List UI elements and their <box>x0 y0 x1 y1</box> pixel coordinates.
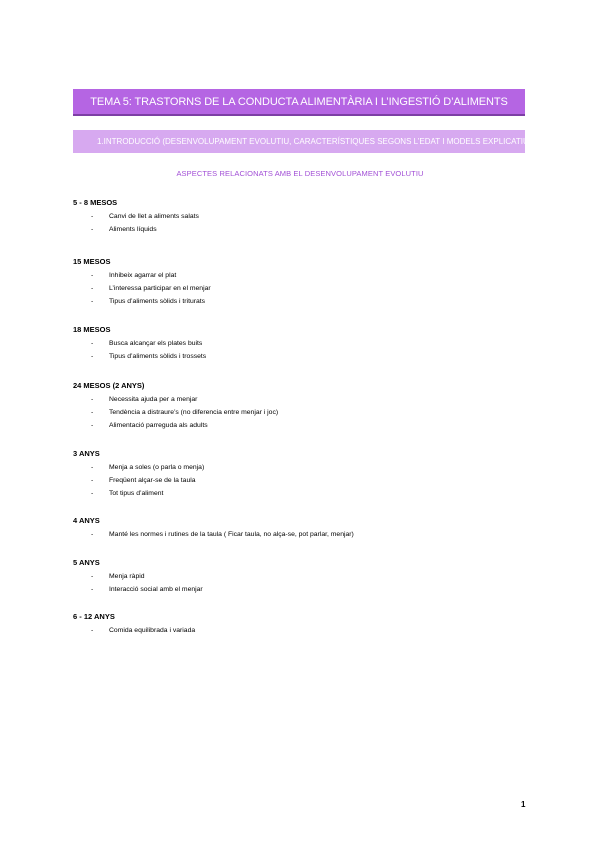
age-group-3-anys <box>73 448 204 500</box>
age-group-4-anys <box>73 515 354 541</box>
bullet-dash: - <box>91 464 94 471</box>
bullet-dash: - <box>91 531 94 538</box>
bullet-dash: - <box>91 226 94 233</box>
list-item <box>73 570 203 583</box>
list-item <box>73 282 211 295</box>
section-number: 1. <box>97 137 104 146</box>
bullet-dash: - <box>91 298 94 305</box>
age-group-5-anys <box>73 557 203 596</box>
list-item <box>73 393 278 406</box>
list-item-text: Tendència a distraure’s (no diferencia entre menjar i joc) <box>109 409 279 416</box>
list-item <box>73 624 195 637</box>
bullet-dash: - <box>91 340 94 347</box>
age-group-title: 24 MESOS (2 ANYS) <box>73 381 145 390</box>
bullet-dash: - <box>91 353 94 360</box>
age-group-15-mesos <box>73 256 211 308</box>
age-group-title: 5 - 8 MESOS <box>73 198 118 207</box>
list-item-text: Freqüent alçar-se de la taula <box>109 477 196 484</box>
list-item-text: L’interessa participar en el menjar <box>109 285 211 292</box>
list-item-text: Inhibeix agarrar el plat <box>109 272 177 279</box>
list-item <box>73 528 354 541</box>
page-number: 1 <box>521 800 526 809</box>
list-item <box>73 337 206 350</box>
list-item-text: Manté les normes i rutines de la taula ( Ficar taula, no alça-se, pot parlar, menjar) <box>109 531 354 538</box>
list-item-text: Menja a soles (o parla o menja) <box>109 464 205 471</box>
bullet-dash: - <box>91 586 94 593</box>
age-group-list <box>73 393 278 432</box>
list-item-text: Alimentació parreguda als adults <box>109 422 208 429</box>
list-item <box>73 487 204 500</box>
list-item <box>73 223 199 236</box>
list-item-text: Comida equilibrada i variada <box>109 627 196 634</box>
bullet-dash: - <box>91 272 94 279</box>
list-item-text: Tipus d’aliments sòlids i triturats <box>109 298 206 305</box>
list-item <box>73 583 203 596</box>
age-group-list <box>73 210 199 236</box>
age-group-5-8-mesos <box>73 197 199 236</box>
age-group-title: 3 ANYS <box>73 449 100 458</box>
list-item-text: Canvi de llet a aliments salats <box>109 213 199 220</box>
list-item <box>73 269 211 282</box>
subheading: ASPECTES RELACIONATS AMB EL DESENVOLUPAMENT EVOLUTIU <box>176 169 424 178</box>
age-group-list <box>73 624 195 637</box>
list-item <box>73 210 199 223</box>
age-group-title: 4 ANYS <box>73 516 100 525</box>
age-group-18-mesos <box>73 324 206 363</box>
age-group-title: 5 ANYS <box>73 558 100 567</box>
age-group-list <box>73 528 354 541</box>
section-title: INTRODUCCIÓ (DESENVOLUPAMENT EVOLUTIU, CARACTERÍSTIQUES SEGONS L’EDAT I MODELS EXPLICATIUS) <box>103 137 537 146</box>
age-group-list <box>73 269 211 308</box>
bullet-dash: - <box>91 573 94 580</box>
list-item-text: Aliments líquids <box>109 226 157 233</box>
bullet-dash: - <box>91 213 94 220</box>
age-group-list <box>73 570 203 596</box>
list-item <box>73 295 211 308</box>
age-group-24-mesos <box>73 380 278 432</box>
bullet-dash: - <box>91 285 94 292</box>
age-group-title: 15 MESOS <box>73 257 111 266</box>
list-item-text: Necessita ajuda per a menjar <box>109 396 198 403</box>
list-item-text: Tipus d’aliments sòlids i trossets <box>109 353 207 360</box>
list-item-text: Tot tipus d’aliment <box>109 490 164 497</box>
bullet-dash: - <box>91 409 94 416</box>
bullet-dash: - <box>91 477 94 484</box>
list-item <box>73 419 278 432</box>
list-item <box>73 350 206 363</box>
list-item-text: Busca alcançar els plates buits <box>109 340 203 347</box>
age-group-6-12-anys <box>73 611 195 637</box>
bullet-dash: - <box>91 422 94 429</box>
section-heading-bar <box>73 130 537 153</box>
list-item-text: Menja ràpid <box>109 573 145 580</box>
document-title: TEMA 5: TRASTORNS DE LA CONDUCTA ALIMENTÀRIA I L’INGESTIÓ D’ALIMENTS <box>90 95 508 108</box>
list-item <box>73 406 278 419</box>
age-group-list <box>73 461 204 500</box>
age-group-title: 18 MESOS <box>73 325 111 334</box>
document-title-bar <box>73 89 525 116</box>
list-item <box>73 474 204 487</box>
list-item-text: Interacció social amb el menjar <box>109 586 203 593</box>
bullet-dash: - <box>91 396 94 403</box>
list-item <box>73 461 204 474</box>
bullet-dash: - <box>91 490 94 497</box>
bullet-dash: - <box>91 627 94 634</box>
age-group-title: 6 - 12 ANYS <box>73 612 115 621</box>
age-group-list <box>73 337 206 363</box>
